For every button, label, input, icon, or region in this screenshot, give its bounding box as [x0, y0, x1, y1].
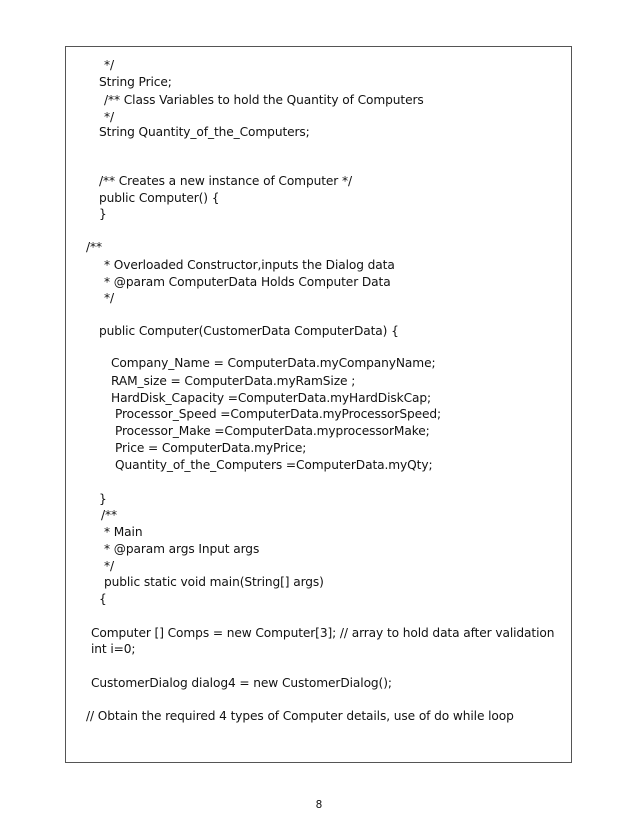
code-line: public Computer() {	[99, 191, 220, 205]
code-line: Company_Name = ComputerData.myCompanyName;	[111, 356, 436, 370]
code-line: RAM_size = ComputerData.myRamSize ;	[111, 374, 356, 388]
code-line: Computer [] Comps = new Computer[3]; // array to hold data after validation	[91, 626, 555, 640]
code-line: /**	[86, 240, 102, 254]
code-line: */	[104, 58, 114, 72]
code-line: {	[99, 592, 107, 606]
code-line: String Price;	[99, 75, 172, 89]
code-line: public Computer(CustomerData ComputerData) {	[99, 324, 399, 338]
code-line: /**	[101, 508, 117, 522]
code-line: * Overloaded Constructor,inputs the Dialog data	[104, 258, 395, 272]
code-line: Quantity_of_the_Computers =ComputerData.myQty;	[115, 458, 433, 472]
page-number: 8	[315, 799, 323, 811]
code-line: Processor_Speed =ComputerData.myProcessorSpeed;	[115, 407, 442, 421]
code-line: * @param args Input args	[104, 542, 260, 556]
code-line: }	[99, 207, 107, 221]
code-line: */	[104, 291, 114, 305]
code-line: // Obtain the required 4 types of Computer details, use of do while loop	[86, 709, 514, 723]
code-line: int i=0;	[91, 642, 136, 656]
code-line: String Quantity_of_the_Computers;	[99, 125, 310, 139]
code-line: */	[104, 559, 114, 573]
code-line: */	[104, 110, 114, 124]
code-line: * @param ComputerData Holds Computer Data	[104, 275, 391, 289]
code-line: CustomerDialog dialog4 = new CustomerDialog();	[91, 676, 392, 690]
code-line: /** Class Variables to hold the Quantity of Computers	[104, 93, 424, 107]
code-line: * Main	[104, 525, 143, 539]
code-line: Processor_Make =ComputerData.myprocessorMake;	[115, 424, 430, 438]
code-line: Price = ComputerData.myPrice;	[115, 441, 307, 455]
code-line: }	[99, 492, 107, 506]
code-line: /** Creates a new instance of Computer */	[99, 174, 352, 188]
code-line: HardDisk_Capacity =ComputerData.myHardDiskCap;	[111, 391, 431, 405]
code-line: public static void main(String[] args)	[104, 575, 324, 589]
